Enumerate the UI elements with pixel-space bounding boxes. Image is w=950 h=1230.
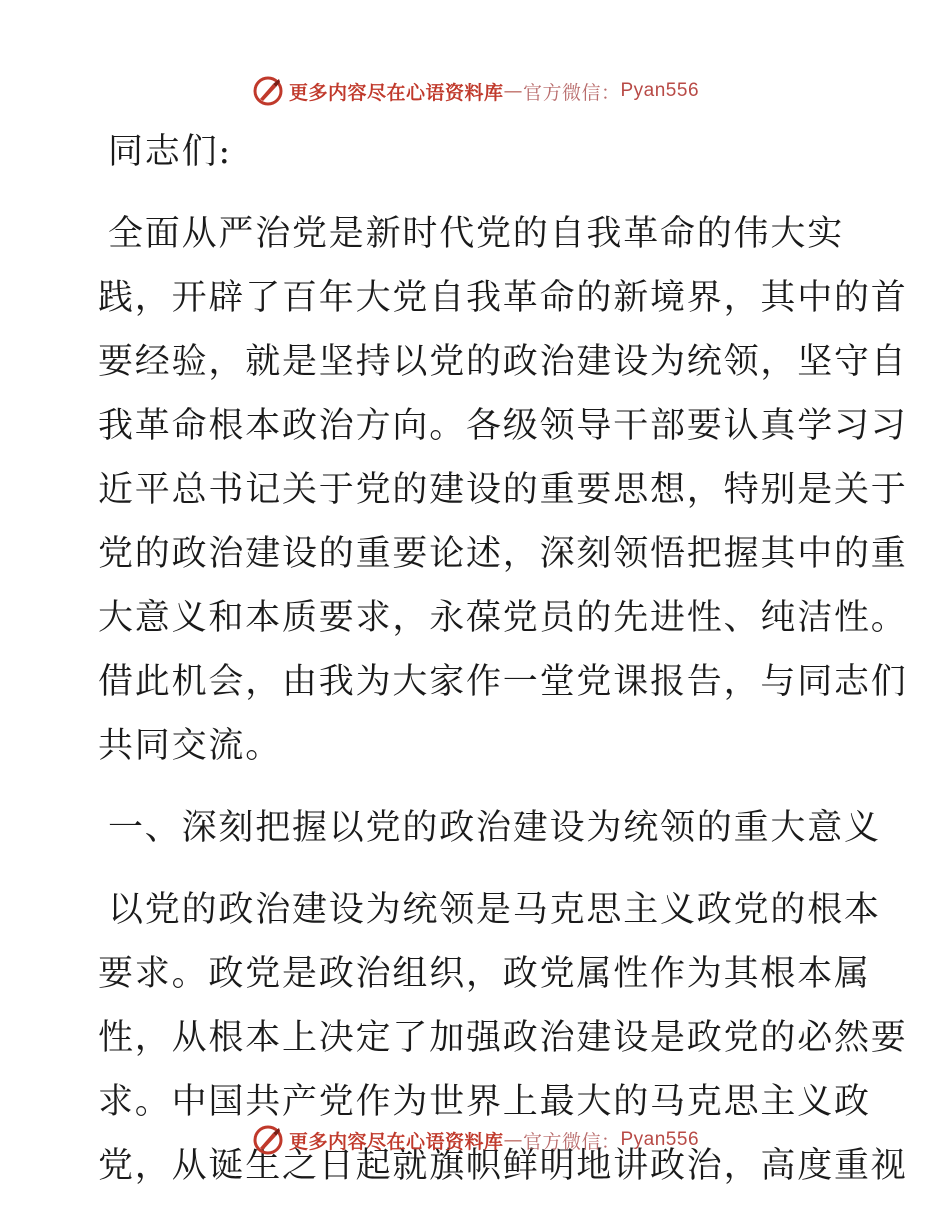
salutation: 同志们: (108, 132, 232, 172)
paragraph-line: 以党的政治建设为统领是马克思主义政党的根本 (108, 890, 881, 930)
paragraph-line: 大意义和本质要求，永葆党员的先进性、纯洁性。 (98, 598, 908, 638)
paragraph-line: 我革命根本政治方向。各级领导干部要认真学习习 (98, 406, 908, 446)
footer-banner (0, 1120, 950, 1160)
section-heading: 一、深刻把握以党的政治建设为统领的重大意义 (108, 808, 881, 848)
banner-brand: 更多内容尽在心语资料库 (288, 1130, 504, 1153)
paragraph-line: 共同交流。 (98, 726, 283, 766)
banner-wechat-label: 官方微信： (522, 81, 621, 104)
quill-logo-icon (251, 74, 285, 108)
document-body (98, 120, 908, 1198)
paragraph-line: 性，从根本上决定了加强政治建设是政党的必然要 (98, 1018, 908, 1058)
banner-handle: Pyan556 (620, 1129, 700, 1150)
banner-wechat-label: 官方微信： (522, 1130, 621, 1153)
quill-logo-icon (251, 1123, 285, 1157)
paragraph-line: 党的政治建设的重要论述，深刻领悟把握其中的重 (98, 534, 908, 574)
paragraph-line: 近平总书记关于党的建设的重要思想，特别是关于 (98, 470, 908, 510)
banner-dash: — (503, 1129, 523, 1151)
banner-handle: Pyan556 (620, 80, 700, 101)
paragraph-line: 践，开辟了百年大党自我革命的新境界，其中的首 (98, 278, 908, 318)
banner-dash: — (503, 80, 523, 102)
paragraph-line: 求。中国共产党作为世界上最大的马克思主义政 (98, 1082, 871, 1122)
paragraph-line: 党，从诞生之日起就旗帜鲜明地讲政治，高度重视 (98, 1146, 908, 1186)
paragraph-line: 借此机会，由我为大家作一堂党课报告，与同志们 (98, 662, 908, 702)
header-banner (0, 71, 950, 111)
paragraph-line: 要经验，就是坚持以党的政治建设为统领，坚守自 (98, 342, 908, 382)
paragraph-line: 全面从严治党是新时代党的自我革命的伟大实 (108, 214, 845, 254)
paragraph-line: 要求。政党是政治组织，政党属性作为其根本属 (98, 954, 871, 994)
banner-brand: 更多内容尽在心语资料库 (288, 81, 504, 104)
paragraph-intro (98, 202, 908, 778)
